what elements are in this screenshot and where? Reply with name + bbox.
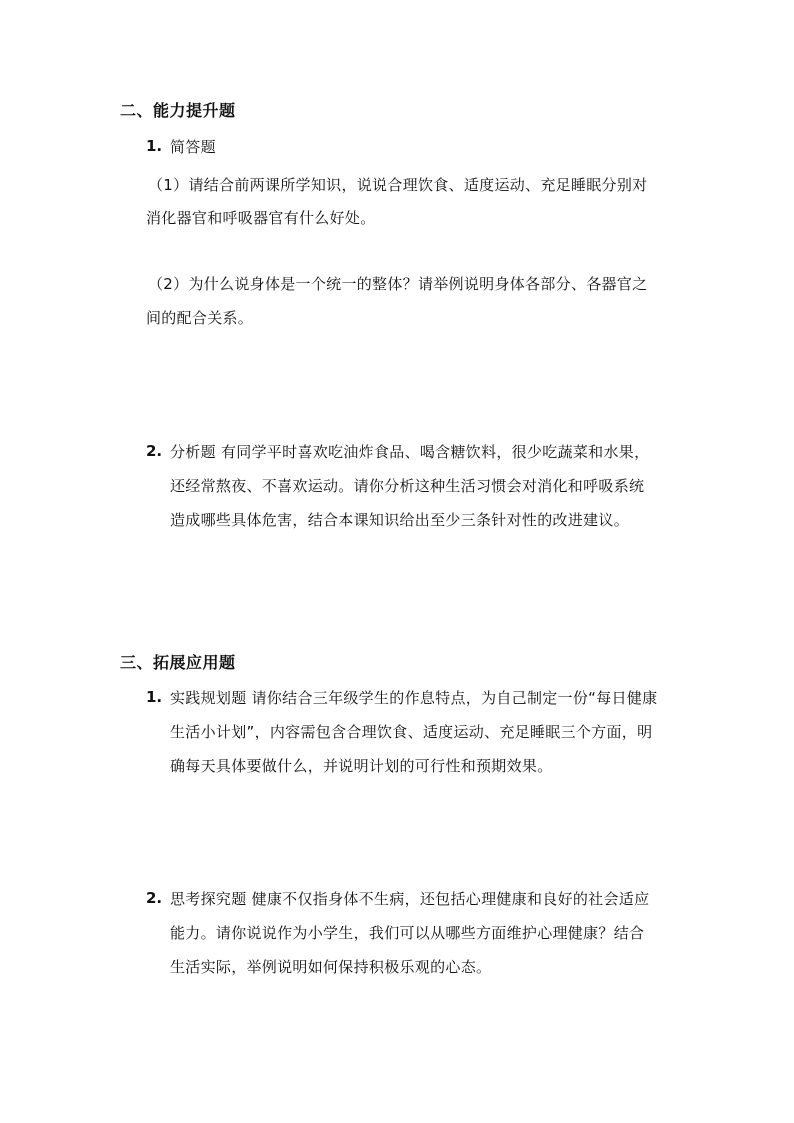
- question-text-line: 确每天具体要做什么，并说明计划的可行性和预期效果。: [170, 757, 553, 775]
- question-text-line: 实践规划题 请你结合三年级学生的作息特点，为自己制定一份“每日健康: [170, 689, 658, 707]
- section-2-heading: 二、能力提升题: [120, 101, 236, 120]
- question-number: 2.: [146, 889, 163, 907]
- section-3-heading: 三、拓展应用题: [120, 653, 236, 672]
- question-text-line: 生活小计划”，内容需包含合理饮食、适度运动、充足睡眠三个方面，明: [170, 723, 653, 741]
- question-number: 1.: [146, 688, 163, 706]
- question-text-line: 能力。请你说说作为小学生，我们可以从哪些方面维护心理健康？结合: [170, 924, 645, 942]
- question-text-line: 分析题 有同学平时喜欢吃油炸食品、喝含糖饮料，很少吃蔬菜和水果，: [170, 443, 650, 461]
- question-title: 简答题: [170, 138, 216, 156]
- question-text-line: 造成哪些具体危害，结合本课知识给出至少三条针对性的改进建议。: [170, 511, 630, 529]
- question-text-line: 思考探究题 健康不仅指身体不生病，还包括心理健康和良好的社会适应: [170, 890, 650, 908]
- question-text-line: 还经常熬夜、不喜欢运动。请你分析这种生活习惯会对消化和呼吸系统: [170, 477, 645, 495]
- question-number: 2.: [146, 442, 163, 460]
- question-number: 1.: [146, 137, 163, 155]
- question-text-line: 间的配合关系。: [146, 309, 254, 327]
- question-text-line: 生活实际，举例说明如何保持积极乐观的心态。: [170, 958, 492, 976]
- question-text-line: 消化器官和呼吸器官有什么好处。: [146, 209, 376, 227]
- question-text-line: （1）请结合前两课所学知识，说说合理饮食、适度运动、充足睡眠分别对: [148, 176, 648, 194]
- question-text-line: （2）为什么说身体是一个统一的整体？请举例说明身体各部分、各器官之: [148, 275, 648, 293]
